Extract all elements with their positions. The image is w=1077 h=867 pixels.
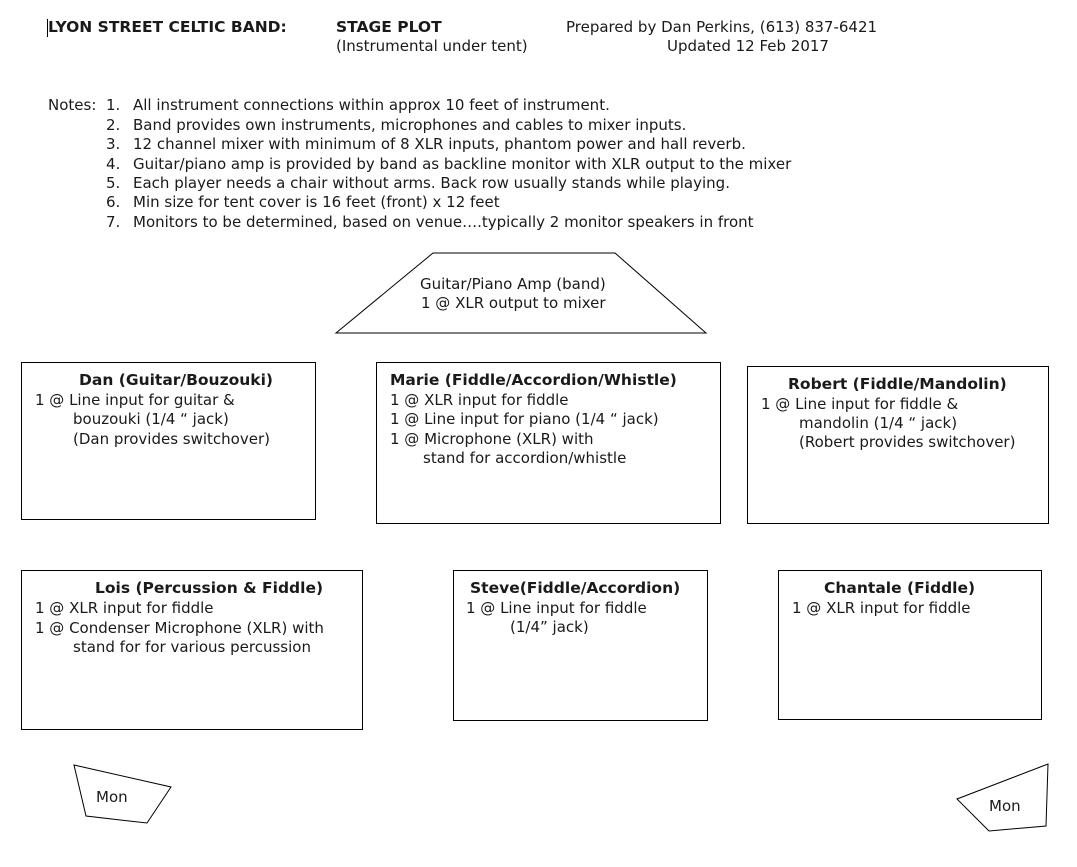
note-number: 2. <box>106 116 121 134</box>
note-text: Band provides own instruments, microphones and cables to mixer inputs. <box>133 116 687 134</box>
player-name: Lois (Percussion & Fiddle) <box>95 579 324 597</box>
player-box-chantale <box>778 570 1042 720</box>
monitor-left-label: Mon <box>96 788 128 806</box>
player-box-dan <box>21 362 316 520</box>
player-input-line: 1 @ XLR input for fiddle <box>35 599 214 617</box>
note-text: Monitors to be determined, based on venue….typically 2 monitor speakers in front <box>133 213 754 231</box>
player-input-line: 1 @ Microphone (XLR) with <box>390 430 594 448</box>
band-name: LYON STREET CELTIC BAND: <box>48 18 287 36</box>
player-input-line: (Robert provides switchover) <box>799 433 1016 451</box>
note-text: 12 channel mixer with minimum of 8 XLR inputs, phantom power and hall reverb. <box>133 135 746 153</box>
monitor-right-label: Mon <box>989 797 1021 815</box>
note-number: 7. <box>106 213 121 231</box>
amp-trapezoid <box>336 253 706 333</box>
amp-label: Guitar/Piano Amp (band) <box>420 275 606 293</box>
player-input-line: 1 @ XLR input for fiddle <box>390 391 569 409</box>
note-text: Guitar/piano amp is provided by band as backline monitor with XLR output to the mixer <box>133 155 792 173</box>
player-input-line: bouzouki (1/4 “ jack) <box>73 410 229 428</box>
player-input-line: 1 @ XLR input for fiddle <box>792 599 971 617</box>
player-name: Robert (Fiddle/Mandolin) <box>788 375 1007 393</box>
note-text: All instrument connections within approx 10 feet of instrument. <box>133 96 610 114</box>
note-number: 6. <box>106 193 121 211</box>
player-input-line: stand for for various percussion <box>73 638 311 656</box>
player-input-line: stand for accordion/whistle <box>423 449 627 467</box>
player-name: Chantale (Fiddle) <box>824 579 976 597</box>
updated-date: Updated 12 Feb 2017 <box>667 37 829 55</box>
prepared-by: Prepared by Dan Perkins, (613) 837-6421 <box>566 18 878 36</box>
player-input-line: (Dan provides switchover) <box>73 430 270 448</box>
player-input-line: 1 @ Line input for fiddle <box>466 599 647 617</box>
player-name: Dan (Guitar/Bouzouki) <box>79 371 273 389</box>
note-number: 5. <box>106 174 121 192</box>
note-number: 1. <box>106 96 121 114</box>
player-box-marie <box>376 362 721 524</box>
player-input-line: (1/4” jack) <box>510 618 589 636</box>
player-box-robert <box>747 366 1049 524</box>
player-input-line: mandolin (1/4 “ jack) <box>799 414 958 432</box>
notes-label: Notes: <box>48 96 97 114</box>
player-input-line: 1 @ Line input for piano (1/4 “ jack) <box>390 410 659 428</box>
note-number: 4. <box>106 155 121 173</box>
player-input-line: 1 @ Condenser Microphone (XLR) with <box>35 619 324 637</box>
player-box-lois <box>21 570 363 730</box>
player-name: Steve(Fiddle/Accordion) <box>470 579 681 597</box>
note-number: 3. <box>106 135 121 153</box>
player-input-line: 1 @ Line input for fiddle & <box>761 395 959 413</box>
page-subtitle: (Instrumental under tent) <box>336 37 528 55</box>
amp-output: 1 @ XLR output to mixer <box>421 294 606 312</box>
note-text: Min size for tent cover is 16 feet (front) x 12 feet <box>133 193 500 211</box>
player-input-line: 1 @ Line input for guitar & <box>35 391 235 409</box>
page-title: STAGE PLOT <box>336 18 442 36</box>
player-name: Marie (Fiddle/Accordion/Whistle) <box>390 371 677 389</box>
player-box-steve <box>453 570 708 721</box>
note-text: Each player needs a chair without arms. Back row usually stands while playing. <box>133 174 730 192</box>
